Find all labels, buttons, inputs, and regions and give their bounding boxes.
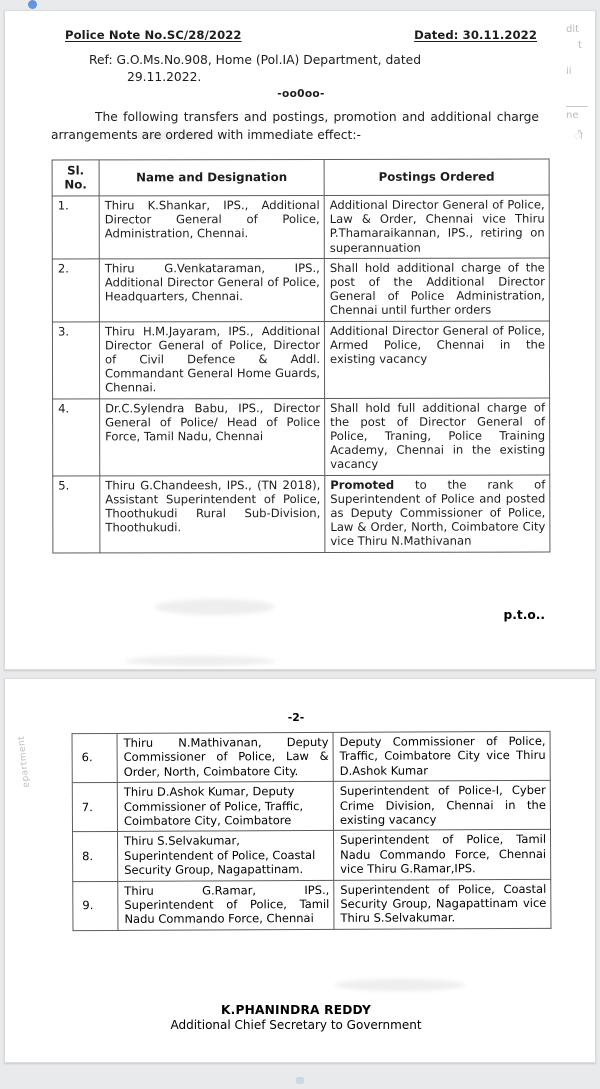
margin-fragment-4: ne bbox=[566, 110, 579, 121]
table-row bbox=[72, 731, 550, 783]
cell-name-designation: Thiru K.Shankar, IPS., Additional Director General of Police, Administration, Chennai. bbox=[99, 195, 324, 258]
cell-postings-ordered: Additional Director General of Police, Law & Order, Chennai vice Thiru P.Thamaraikannan, IPS., retiring on superannuation bbox=[324, 195, 549, 258]
margin-fragment-2: t bbox=[578, 40, 582, 51]
cell-name-designation: Thiru G.Chandeesh, IPS., (TN 2018), Assistant Superintendent of Police, Thoothukudi Rural Sub-Division, Thoothukudi. bbox=[100, 475, 325, 552]
cell-postings-ordered: Shall hold full additional charge of the post of Director General of Police, Traning, Police Training Academy, Chennai in the existing vacancy bbox=[325, 398, 550, 475]
ornament-separator: -oo0oo- bbox=[277, 88, 325, 100]
table-row bbox=[72, 781, 550, 833]
document-date: Dated: 30.11.2022 bbox=[414, 28, 537, 42]
cell-postings-ordered: Superintendent of Police, Tamil Nadu Commando Force, Chennai vice Thiru G.Ramar,IPS. bbox=[333, 830, 550, 880]
table-body-page-2 bbox=[72, 731, 551, 930]
margin-rotated-fragment: epartment bbox=[16, 735, 32, 788]
cell-name-designation: Thiru S.Selvakumar, Superintendent of Police, Coastal Security Group, Nagapattinam. bbox=[118, 831, 334, 881]
signatory-designation: Additional Chief Secretary to Government bbox=[170, 1018, 422, 1032]
margin-fragment-1: dit bbox=[566, 24, 580, 35]
table-row bbox=[53, 398, 550, 476]
document-header-row bbox=[65, 28, 537, 42]
cell-sl-no: 6. bbox=[72, 733, 117, 782]
table-body-page-1 bbox=[52, 195, 550, 553]
cell-sl-no: 5. bbox=[53, 476, 100, 553]
margin-fragment-3: ii bbox=[566, 66, 572, 77]
transfers-table-page-2 bbox=[72, 731, 552, 931]
cell-sl-no: 1. bbox=[52, 196, 99, 259]
cell-name-designation: Thiru H.M.Jayaram, IPS., Additional Director General of Police, Director of Civil Defence & Addl. Commandant General Home Guards, Chennai. bbox=[99, 321, 324, 398]
reference-block bbox=[89, 52, 519, 86]
cell-name-designation: Dr.C.Sylendra Babu, IPS., Director General of Police/ Head of Police Force, Tamil Nadu, Chennai bbox=[100, 398, 325, 475]
table-row bbox=[52, 195, 549, 259]
cell-sl-no: 2. bbox=[52, 259, 99, 322]
sl-header-line-2: No. bbox=[64, 176, 87, 191]
cell-sl-no: 3. bbox=[52, 322, 99, 399]
margin-fragment-5: ी bbox=[574, 131, 583, 142]
cell-sl-no: 9. bbox=[73, 881, 118, 930]
promotion-keyword: Promoted bbox=[330, 477, 395, 492]
scan-smudge bbox=[335, 979, 465, 991]
margin-rule bbox=[566, 106, 588, 107]
cell-sl-no: 7. bbox=[72, 783, 117, 832]
cell-sl-no: 8. bbox=[73, 832, 118, 881]
table-row bbox=[73, 830, 551, 882]
cell-postings-ordered: Superintendent of Police-I, Cyber Crime Division, Chennai in the existing vacancy bbox=[333, 781, 550, 831]
table-row bbox=[52, 321, 549, 399]
table-row bbox=[53, 475, 550, 553]
cell-sl-no: 4. bbox=[53, 399, 100, 476]
reference-line-2: 29.11.2022. bbox=[127, 70, 202, 84]
reference-line-1: Ref: G.O.Ms.No.908, Home (Pol.IA) Department, dated bbox=[89, 53, 422, 67]
cell-postings-ordered: Shall hold additional charge of the post of the Additional Director General of Police Administration, Chennai until further orders bbox=[324, 258, 549, 321]
police-note-number: Police Note No.SC/28/2022 bbox=[65, 28, 242, 42]
sl-header-line-1: Sl. bbox=[67, 163, 85, 178]
column-header-postings-ordered: Postings Ordered bbox=[324, 159, 549, 195]
bottom-artifact-icon bbox=[296, 1077, 304, 1084]
cell-postings-ordered: Deputy Commissioner of Police, Traffic, Coimbatore City vice Thiru D.Ashok Kumar bbox=[333, 731, 550, 781]
cell-name-designation: Thiru G.Ramar, IPS., Superintendent of Police, Tamil Nadu Commando Force, Chennai bbox=[118, 880, 334, 930]
scan-smudge bbox=[125, 656, 275, 666]
table-row bbox=[73, 879, 551, 931]
table-header-row bbox=[52, 159, 549, 196]
cell-postings-ordered bbox=[325, 475, 550, 552]
transfers-table-page-1 bbox=[52, 158, 551, 553]
cursor-icon bbox=[28, 0, 37, 9]
intro-paragraph bbox=[51, 109, 539, 144]
cell-postings-ordered: Additional Director General of Police, Armed Police, Chennai in the existing vacancy bbox=[324, 321, 549, 398]
table-row bbox=[52, 258, 549, 322]
cell-name-designation: Thiru N.Mathivanan, Deputy Commissioner of Police, Law & Order, North, Coimbatore City. bbox=[117, 732, 333, 782]
posting-text: to the rank of Superintendent of Police and posted as Deputy Commissioner of Police, Law & Order, North, Coimbatore City vice Thiru N.Mathivanan bbox=[330, 477, 546, 549]
intro-text: The following transfers and postings, promotion and additional charge arrangements are ordered with immediate effect:- bbox=[51, 110, 539, 142]
signature-block bbox=[0, 1003, 592, 1032]
page-1-content bbox=[5, 11, 595, 669]
column-header-name-designation: Name and Designation bbox=[99, 159, 324, 195]
pto-note: p.t.o.. bbox=[503, 608, 545, 622]
column-header-sl-no bbox=[52, 160, 99, 196]
cell-name-designation: Thiru G.Venkataraman, IPS., Additional Director General of Police, Headquarters, Chennai. bbox=[99, 258, 324, 321]
document-page-1 bbox=[4, 10, 596, 670]
cell-postings-ordered: Superintendent of Police, Coastal Security Group, Nagapattinam vice Thiru S.Selvakumar. bbox=[334, 879, 551, 929]
page-number-2: -2- bbox=[287, 711, 305, 724]
cell-name-designation: Thiru D.Ashok Kumar, Deputy Commissioner of Police, Traffic, Coimbatore City, Coimbatore bbox=[117, 782, 333, 832]
signatory-name: K.PHANINDRA REDDY bbox=[220, 1003, 372, 1017]
